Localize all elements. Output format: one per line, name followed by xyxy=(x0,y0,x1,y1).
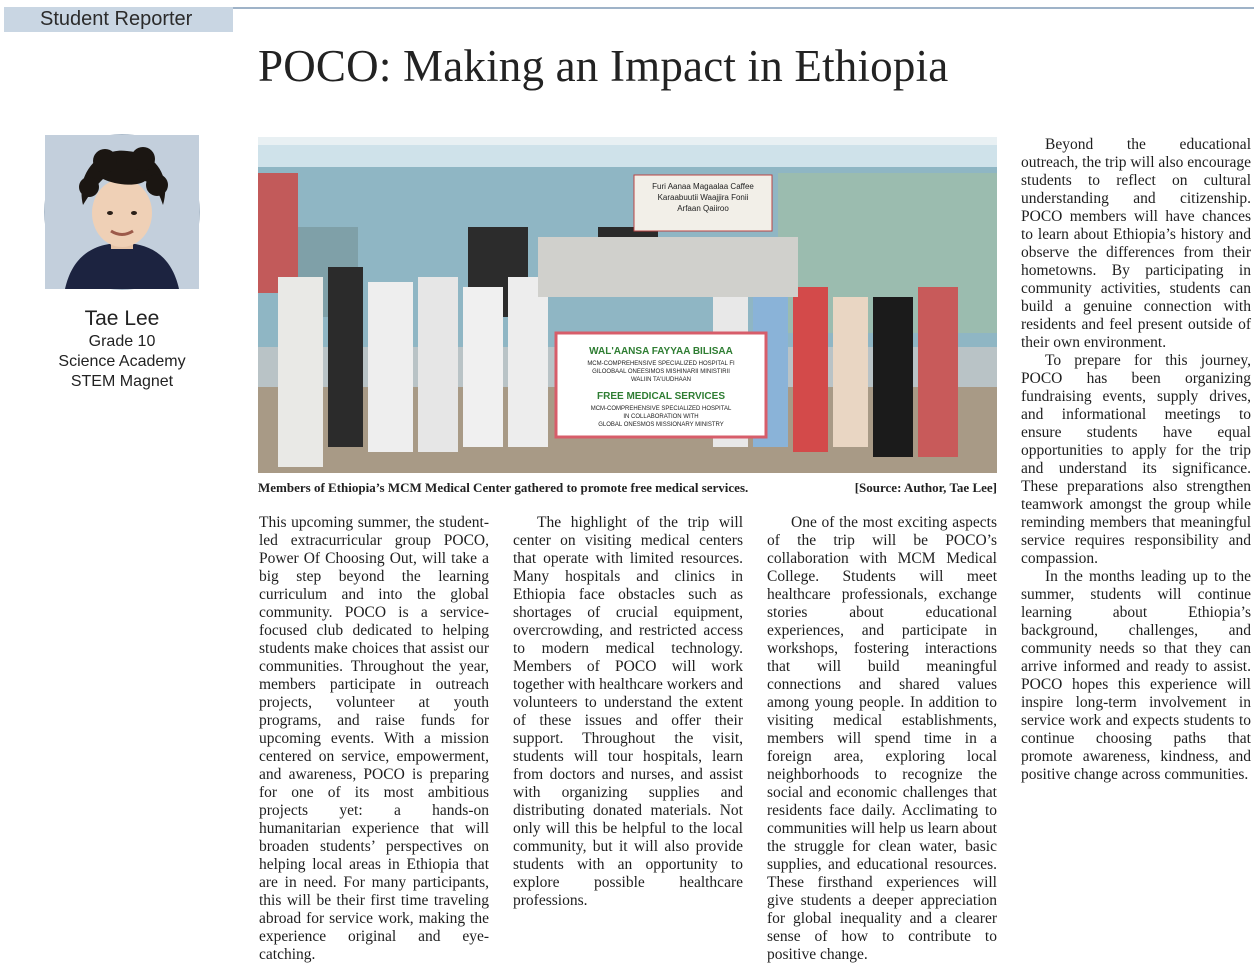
caption-source: [Source: Author, Tae Lee] xyxy=(854,480,997,495)
header-rule xyxy=(232,7,1254,9)
paragraph-6: In the months leading up to the summer, students will continue learning about Ethiopia’s background, challenges, and community needs so that they can arrive informed and ready to assist. POCO hopes this experience will inspire long-term involvement in service work and expects students to continue choosing paths that promote awareness, kindness, and positive change across communities. xyxy=(1021,568,1251,783)
banner-line-3: GILOOBAAL ONEESIMOS MISHINARII MINISTIRII xyxy=(592,369,730,375)
author-avatar xyxy=(44,134,200,290)
banner-line-5: FREE MEDICAL SERVICES xyxy=(597,391,725,402)
sign-top-line-1: Furi Aanaa Magaalaa Caffee xyxy=(652,182,754,191)
headline: POCO: Making an Impact in Ethiopia xyxy=(258,41,949,91)
banner-line-8: GLOBAL ONESMOS MISSIONARY MINISTRY xyxy=(598,422,724,428)
article-column-1 xyxy=(259,514,489,963)
author-name: Tae Lee xyxy=(84,307,160,330)
photo-caption xyxy=(258,480,997,498)
paragraph-4: Beyond the educational outreach, the trip will also encourage students to reflect on cultural understanding and citizenship. POCO members will have chances to learn about Ethiopia’s history and observe the differences from their hometowns. By participating in community activities, students can build a genuine connection with residents and feel present outside of their own environment. xyxy=(1021,136,1251,351)
group-photo-image xyxy=(258,137,997,473)
author-program: STEM Magnet xyxy=(70,373,174,390)
banner-line-2: MCM-COMPREHENSIVE SPECIALIZED HOSPITAL FI xyxy=(587,361,735,367)
article-column-4 xyxy=(1021,136,1251,914)
author-box xyxy=(20,134,224,392)
banner-line-1: WAL'AANSA FAYYAA BILISAA xyxy=(589,346,733,357)
paragraph-3: One of the most exciting aspects of the trip will be POCO’s collaboration with MCM Medical College. Students will meet healthcare professionals, exchange stories about educational experiences, and participate in workshops, fostering interactions that will build meaningful connections and shared values among young people. In addition to visiting medical establishments, members will spend time in a foreign area, exploring local neighborhoods to recognize the social and economic challenges that residents face daily. Acclimating to communities will help us learn about the struggle for clean water, basic supplies, and educational resources. These firsthand experiences will give students a deeper appreciation for global inequality and a clearer sense of how to contribute to positive change. xyxy=(767,514,997,963)
sign-top-line-2: Karaabuutii Waajjira Fonii xyxy=(657,193,749,202)
caption-text: Members of Ethiopia’s MCM Medical Center gathered to promote free medical services. xyxy=(258,480,749,495)
group-photo xyxy=(258,137,997,473)
banner-line-4: WALIIN TA'UUDHAAN xyxy=(630,377,692,383)
article-column-2 xyxy=(513,514,743,914)
paragraph-5: To prepare for this journey, POCO has been organizing fundraising events, supply drives, and informational meetings to ensure students have equal opportunities to apply for the trip and understand its significance. These preparations also strengthen teamwork amongst the group while reminding members that meaningful service requires responsibility and compassion. xyxy=(1021,352,1251,567)
sign-top-line-3: Arfaan Qaiiroo xyxy=(677,204,729,213)
banner-line-6: MCM-COMPREHENSIVE SPECIALIZED HOSPITAL xyxy=(590,406,732,412)
author-school: Science Academy xyxy=(58,353,186,370)
paragraph-2: The highlight of the trip will center on visiting medical centers that operate with limited resources. Many hospitals and clinics in Ethiopia face obstacles such as shortages of crucial equipment, overcrowding, and restricted access to modern medical technology. Members of POCO will work together with healthcare workers and volunteers to understand the extent of these issues and offer their support. Throughout the visit, students will tour hospitals, learn from doctors and nurses, and assist with organizing supplies and distributing donated materials. Not only will this be helpful to the local community, but it will also provide students with an opportunity to explore possible healthcare professions. xyxy=(513,514,743,909)
author-grade: Grade 10 xyxy=(88,333,156,350)
paragraph-1: This upcoming summer, the student-led extracurricular group POCO, Power Of Choosing Out, will take a big step beyond the learning curriculum and into the global community. POCO is a service-focused club dedicated to helping students make choices that assist our communities. Throughout the year, members participate in outreach projects, volunteer at youth programs, and raise funds for upcoming events. With a mission centered on service, empowerment, and awareness, POCO is preparing for one of its most ambitious projects yet: a hands-on humanitarian experience that will broaden students’ perspectives on helping local areas in Ethiopia that are in need. For many participants, this will be their first time traveling abroad for service work, making the experience original and eye-catching. xyxy=(259,514,489,963)
banner-line-7: IN COLLABORATION WITH xyxy=(623,414,699,420)
article-column-3 xyxy=(767,514,997,963)
section-tag: Student Reporter xyxy=(4,7,233,32)
author-portrait-image xyxy=(45,135,199,289)
